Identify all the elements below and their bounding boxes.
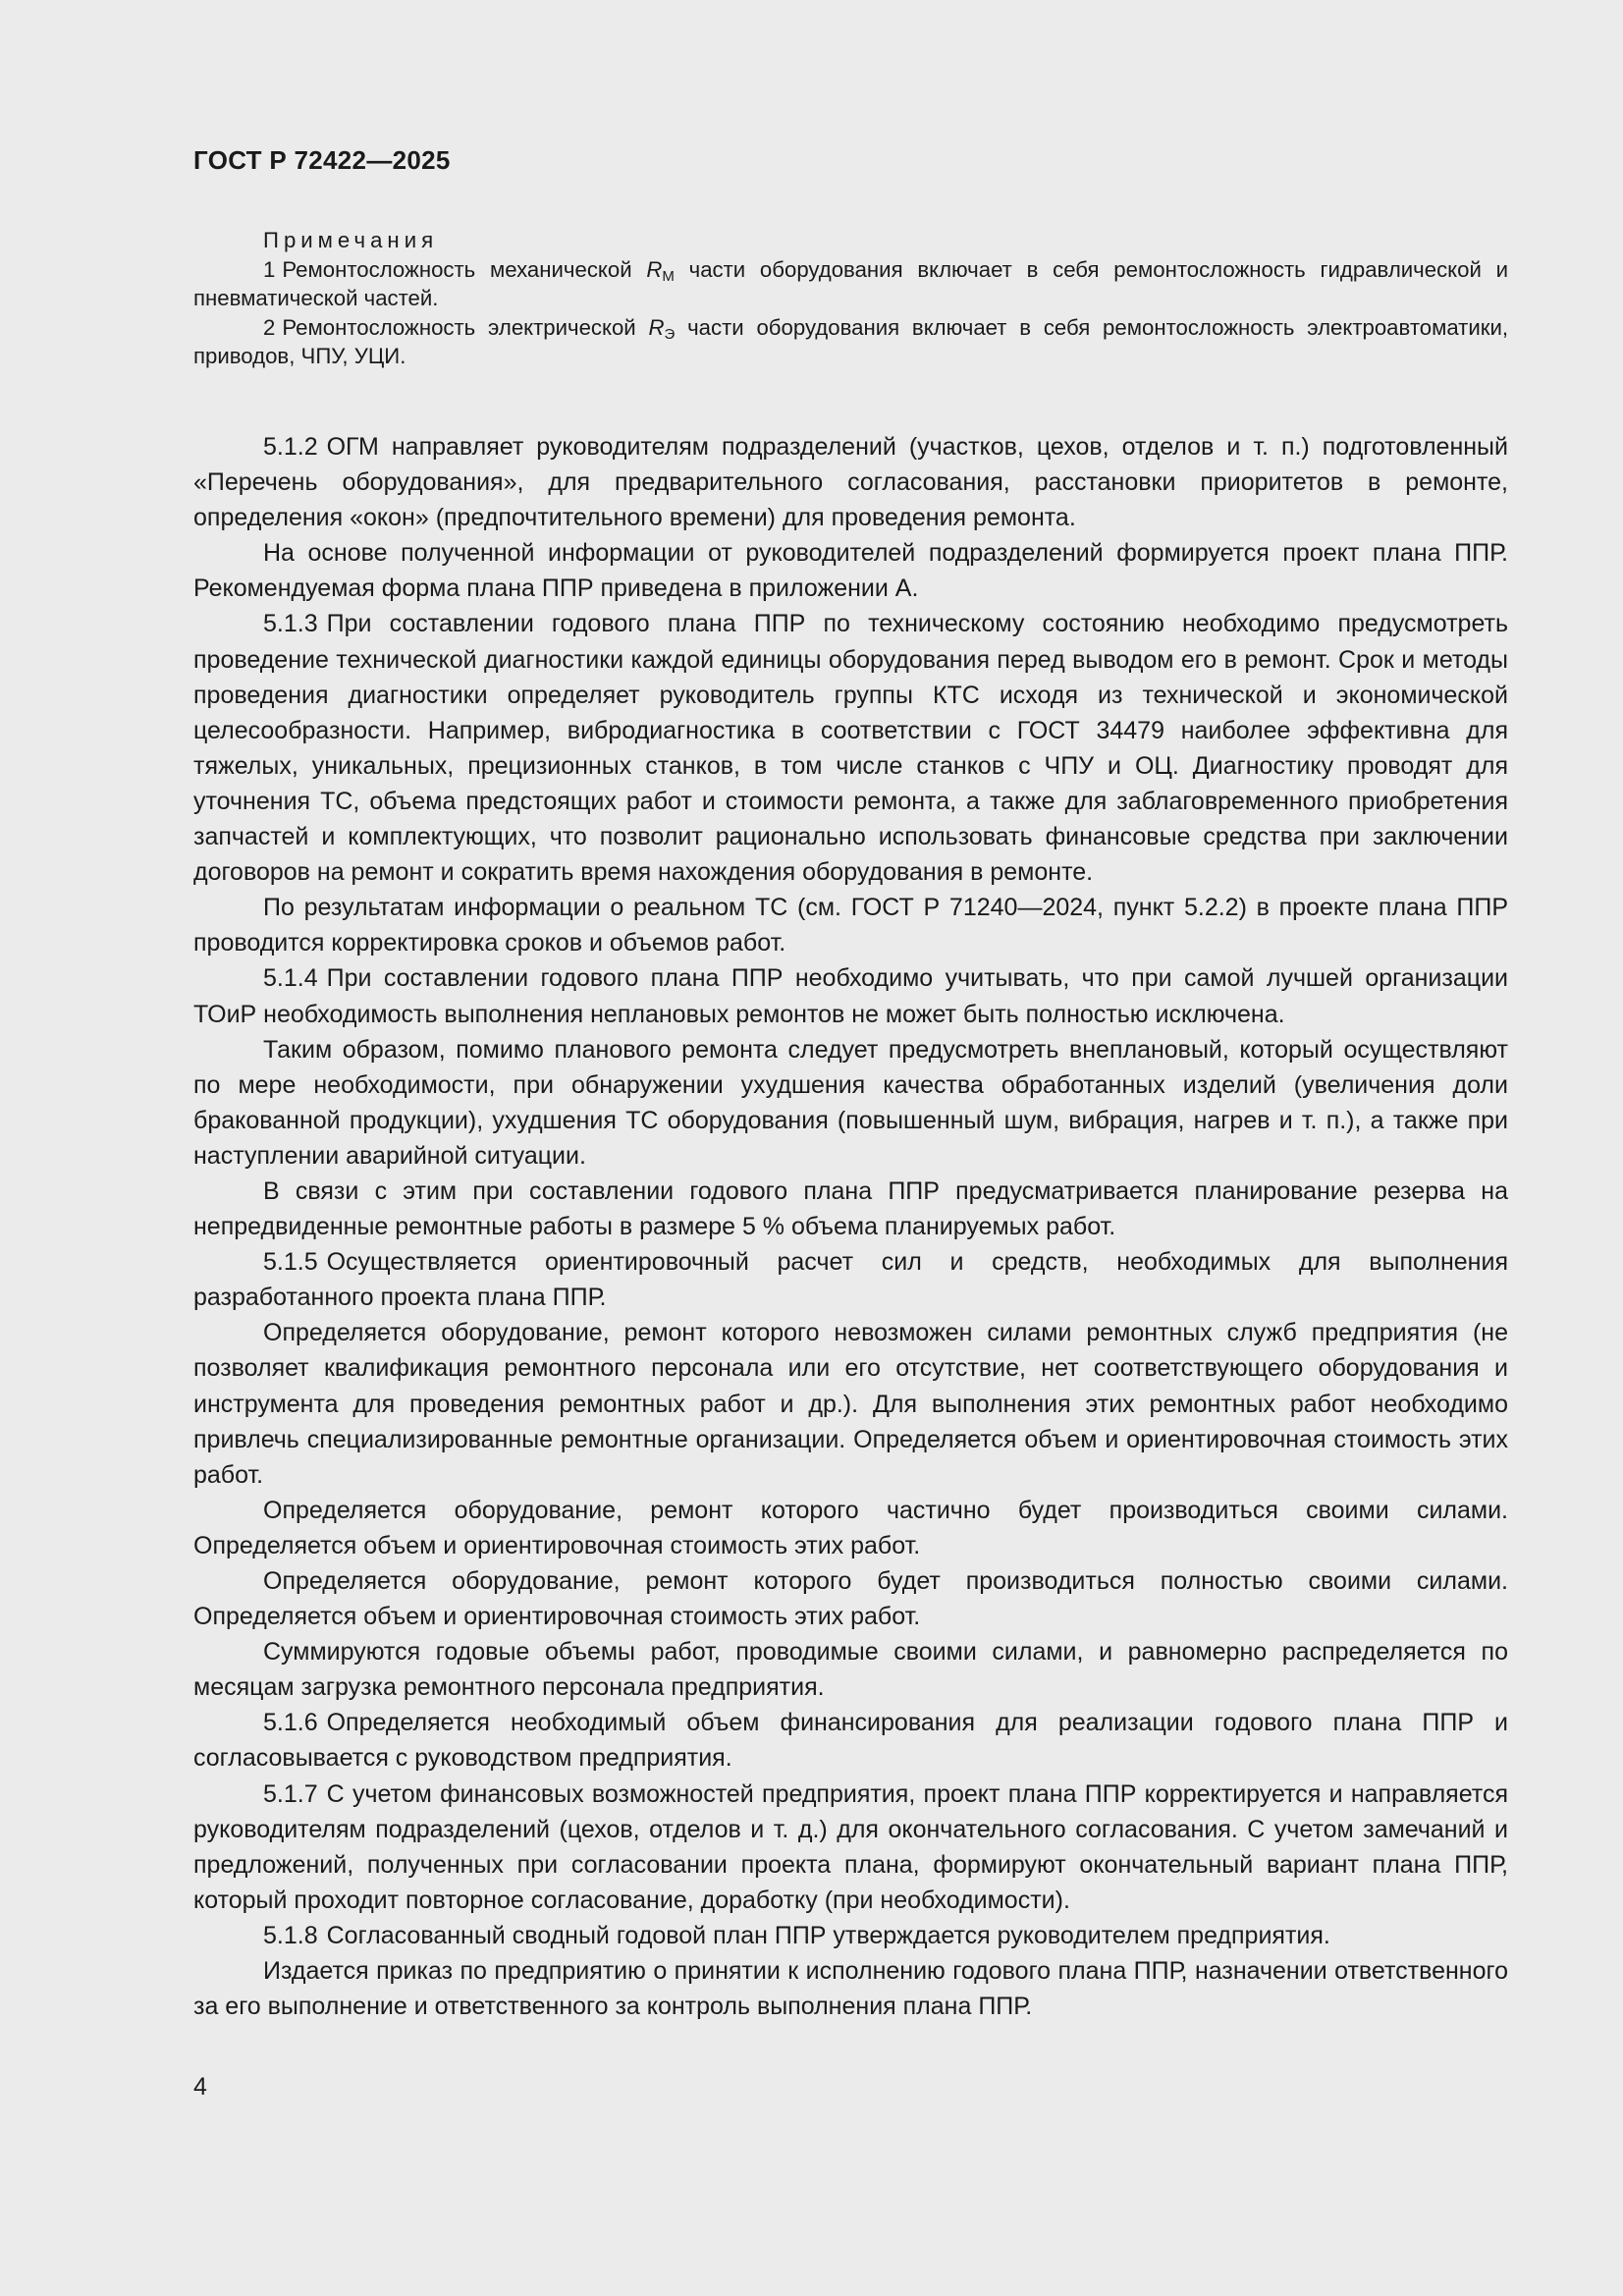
paragraph-text: Осуществляется ориентировочный расчет сил и средств, необходимых для выполнения разработанного проекта плана ППР. <box>193 1248 1508 1312</box>
paragraph-text: Таким образом, помимо планового ремонта следует предусмотреть внеплановый, который осуществляют по мере необходимости, при обнаружении ухудшения качества обработанных изделий (увеличения доли бракованной продукции), ухудшения ТС оборудования (повышенный шум, вибрация, нагрев и т. п.), а также при наступлении аварийной ситуации. <box>193 1035 1508 1170</box>
note-number: 2 <box>263 314 276 340</box>
note-text-after: части оборудования включает в себя ремонтосложность гидравлической и пневматической частей. <box>193 256 1509 310</box>
paragraph-text: Издается приказ по предприятию о принятии к исполнению годового плана ППР, назначении ответственного за его выполнение и ответственного за контроль выполнения плана ППР. <box>193 1957 1508 2021</box>
paragraph <box>193 1705 1508 1776</box>
clause-number: 5.1.8 <box>263 1921 318 1949</box>
note-item <box>193 313 1508 371</box>
note-number: 1 <box>263 256 276 282</box>
paragraph-text: Определяется оборудование, ремонт которого будет производиться полностью своими силами. Определяется объем и ориентировочная стоимость этих работ. <box>193 1567 1508 1631</box>
clause-number: 5.1.7 <box>263 1779 318 1808</box>
note-item <box>193 255 1508 313</box>
paragraph-text: По результатам информации о реальном ТС (см. ГОСТ Р 71240—2024, пункт 5.2.2) в проекте плана ППР проводится корректировка сроков и объемов работ. <box>193 894 1508 957</box>
notes-heading: Примечания <box>263 228 439 252</box>
note-text-before: Ремонтосложность электрической <box>282 314 649 340</box>
paragraph <box>193 535 1508 606</box>
symbol-subscript: Э <box>664 325 676 343</box>
paragraph <box>193 960 1508 1031</box>
paragraph <box>193 1953 1508 2024</box>
paragraph-text: Суммируются годовые объемы работ, проводимые своими силами, и равномерно распределяется по месяцам загрузка ремонтного персонала предприятия. <box>193 1638 1508 1702</box>
symbol-r: R <box>646 256 663 282</box>
note-text-before: Ремонтосложность механической <box>282 256 647 282</box>
paragraph-text: При составлении годового плана ППР по техническому состоянию необходимо предусмотреть проведение технической диагностики каждой единицы оборудования перед выводом его в ремонт. Срок и методы проведения диагностики определяет руководитель группы КТС исходя из технической и экономической целесообразности. Например, вибродиагностика в соответствии с ГОСТ 34479 наиболее эффективна для тяжелых, уникальных, прецизионных станков, в том числе станков с ЧПУ и ОЦ. Диагностику проводят для уточнения ТС, объема предстоящих работ и стоимости ремонта, а также для заблаговременного приобретения запчастей и комплектующих, что позволит рационально использовать финансовые средства при заключении договоров на ремонт и сократить время нахождения оборудования в ремонте. <box>193 610 1508 887</box>
clause-number: 5.1.6 <box>263 1709 318 1737</box>
paragraph-text: С учетом финансовых возможностей предприятия, проект плана ППР корректируется и направляется руководителям подразделений (цехов, отделов и т. д.) для окончательного согласования. С учетом замечаний и предложений, полученных при согласовании проекта плана, формируют окончательный вариант плана ППР, который проходит повторное согласование, доработку (при необходимости). <box>193 1779 1508 1914</box>
paragraph <box>193 1244 1508 1315</box>
paragraph <box>193 429 1508 535</box>
symbol-subscript: М <box>662 267 675 285</box>
paragraph <box>193 1918 1508 1953</box>
paragraph-text: При составлении годового плана ППР необходимо учитывать, что при самой лучшей организации ТОиР необходимость выполнения неплановых ремонтов не может быть полностью исключена. <box>193 964 1508 1028</box>
note-text-after: части оборудования включает в себя ремонтосложность электроавтоматики, приводов, ЧПУ, УЦИ. <box>193 314 1508 368</box>
paragraph <box>193 1174 1508 1244</box>
paragraph <box>193 1634 1508 1705</box>
paragraph-text: В связи с этим при составлении годового плана ППР предусматривается планирование резерва на непредвиденные ремонтные работы в размере 5 % объема планируемых работ. <box>193 1176 1508 1241</box>
notes-block <box>193 226 1508 371</box>
paragraph-text: На основе полученной информации от руководителей подразделений формируется проект плана ППР. Рекомендуемая форма плана ППР приведена в приложении А. <box>193 539 1508 603</box>
page-number: 4 <box>193 2073 207 2101</box>
paragraph <box>193 606 1508 890</box>
paragraph <box>193 890 1508 960</box>
paragraph <box>193 1315 1508 1492</box>
standard-designation: ГОСТ Р 72422—2025 <box>193 145 451 175</box>
paragraph-text: Определяется оборудование, ремонт которого невозможен силами ремонтных служб предприятия (не позволяет квалификация ремонтного персонала или его отсутствие, нет соответствующего оборудования и инструмента для проведения ремонтных работ и др.). Для выполнения этих ремонтных работ необходимо привлечь специализированные ремонтные организации. Определяется объем и ориентировочная стоимость этих работ. <box>193 1319 1508 1489</box>
body-text <box>193 429 1508 2024</box>
paragraph <box>193 1777 1508 1918</box>
clause-number: 5.1.2 <box>263 433 318 461</box>
clause-number: 5.1.3 <box>263 610 318 638</box>
symbol-r: R <box>648 314 665 340</box>
clause-number: 5.1.4 <box>263 964 318 993</box>
paragraph <box>193 1493 1508 1563</box>
paragraph <box>193 1032 1508 1174</box>
paragraph-text: ОГМ направляет руководителям подразделений (участков, цехов, отделов и т. п.) подготовленный «Перечень оборудования», для предварительного согласования, расстановки приоритетов в ремонте, определения «окон» (предпочтительного времени) для проведения ремонта. <box>193 433 1508 532</box>
paragraph-text: Согласованный сводный годовой план ППР утверждается руководителем предприятия. <box>326 1921 1330 1949</box>
paragraph-text: Определяется необходимый объем финансирования для реализации годового плана ППР и согласовывается с руководством предприятия. <box>193 1709 1508 1773</box>
paragraph <box>193 1563 1508 1634</box>
clause-number: 5.1.5 <box>263 1248 318 1277</box>
paragraph-text: Определяется оборудование, ремонт которого частично будет производиться своими силами. Определяется объем и ориентировочная стоимость этих работ. <box>193 1496 1508 1559</box>
